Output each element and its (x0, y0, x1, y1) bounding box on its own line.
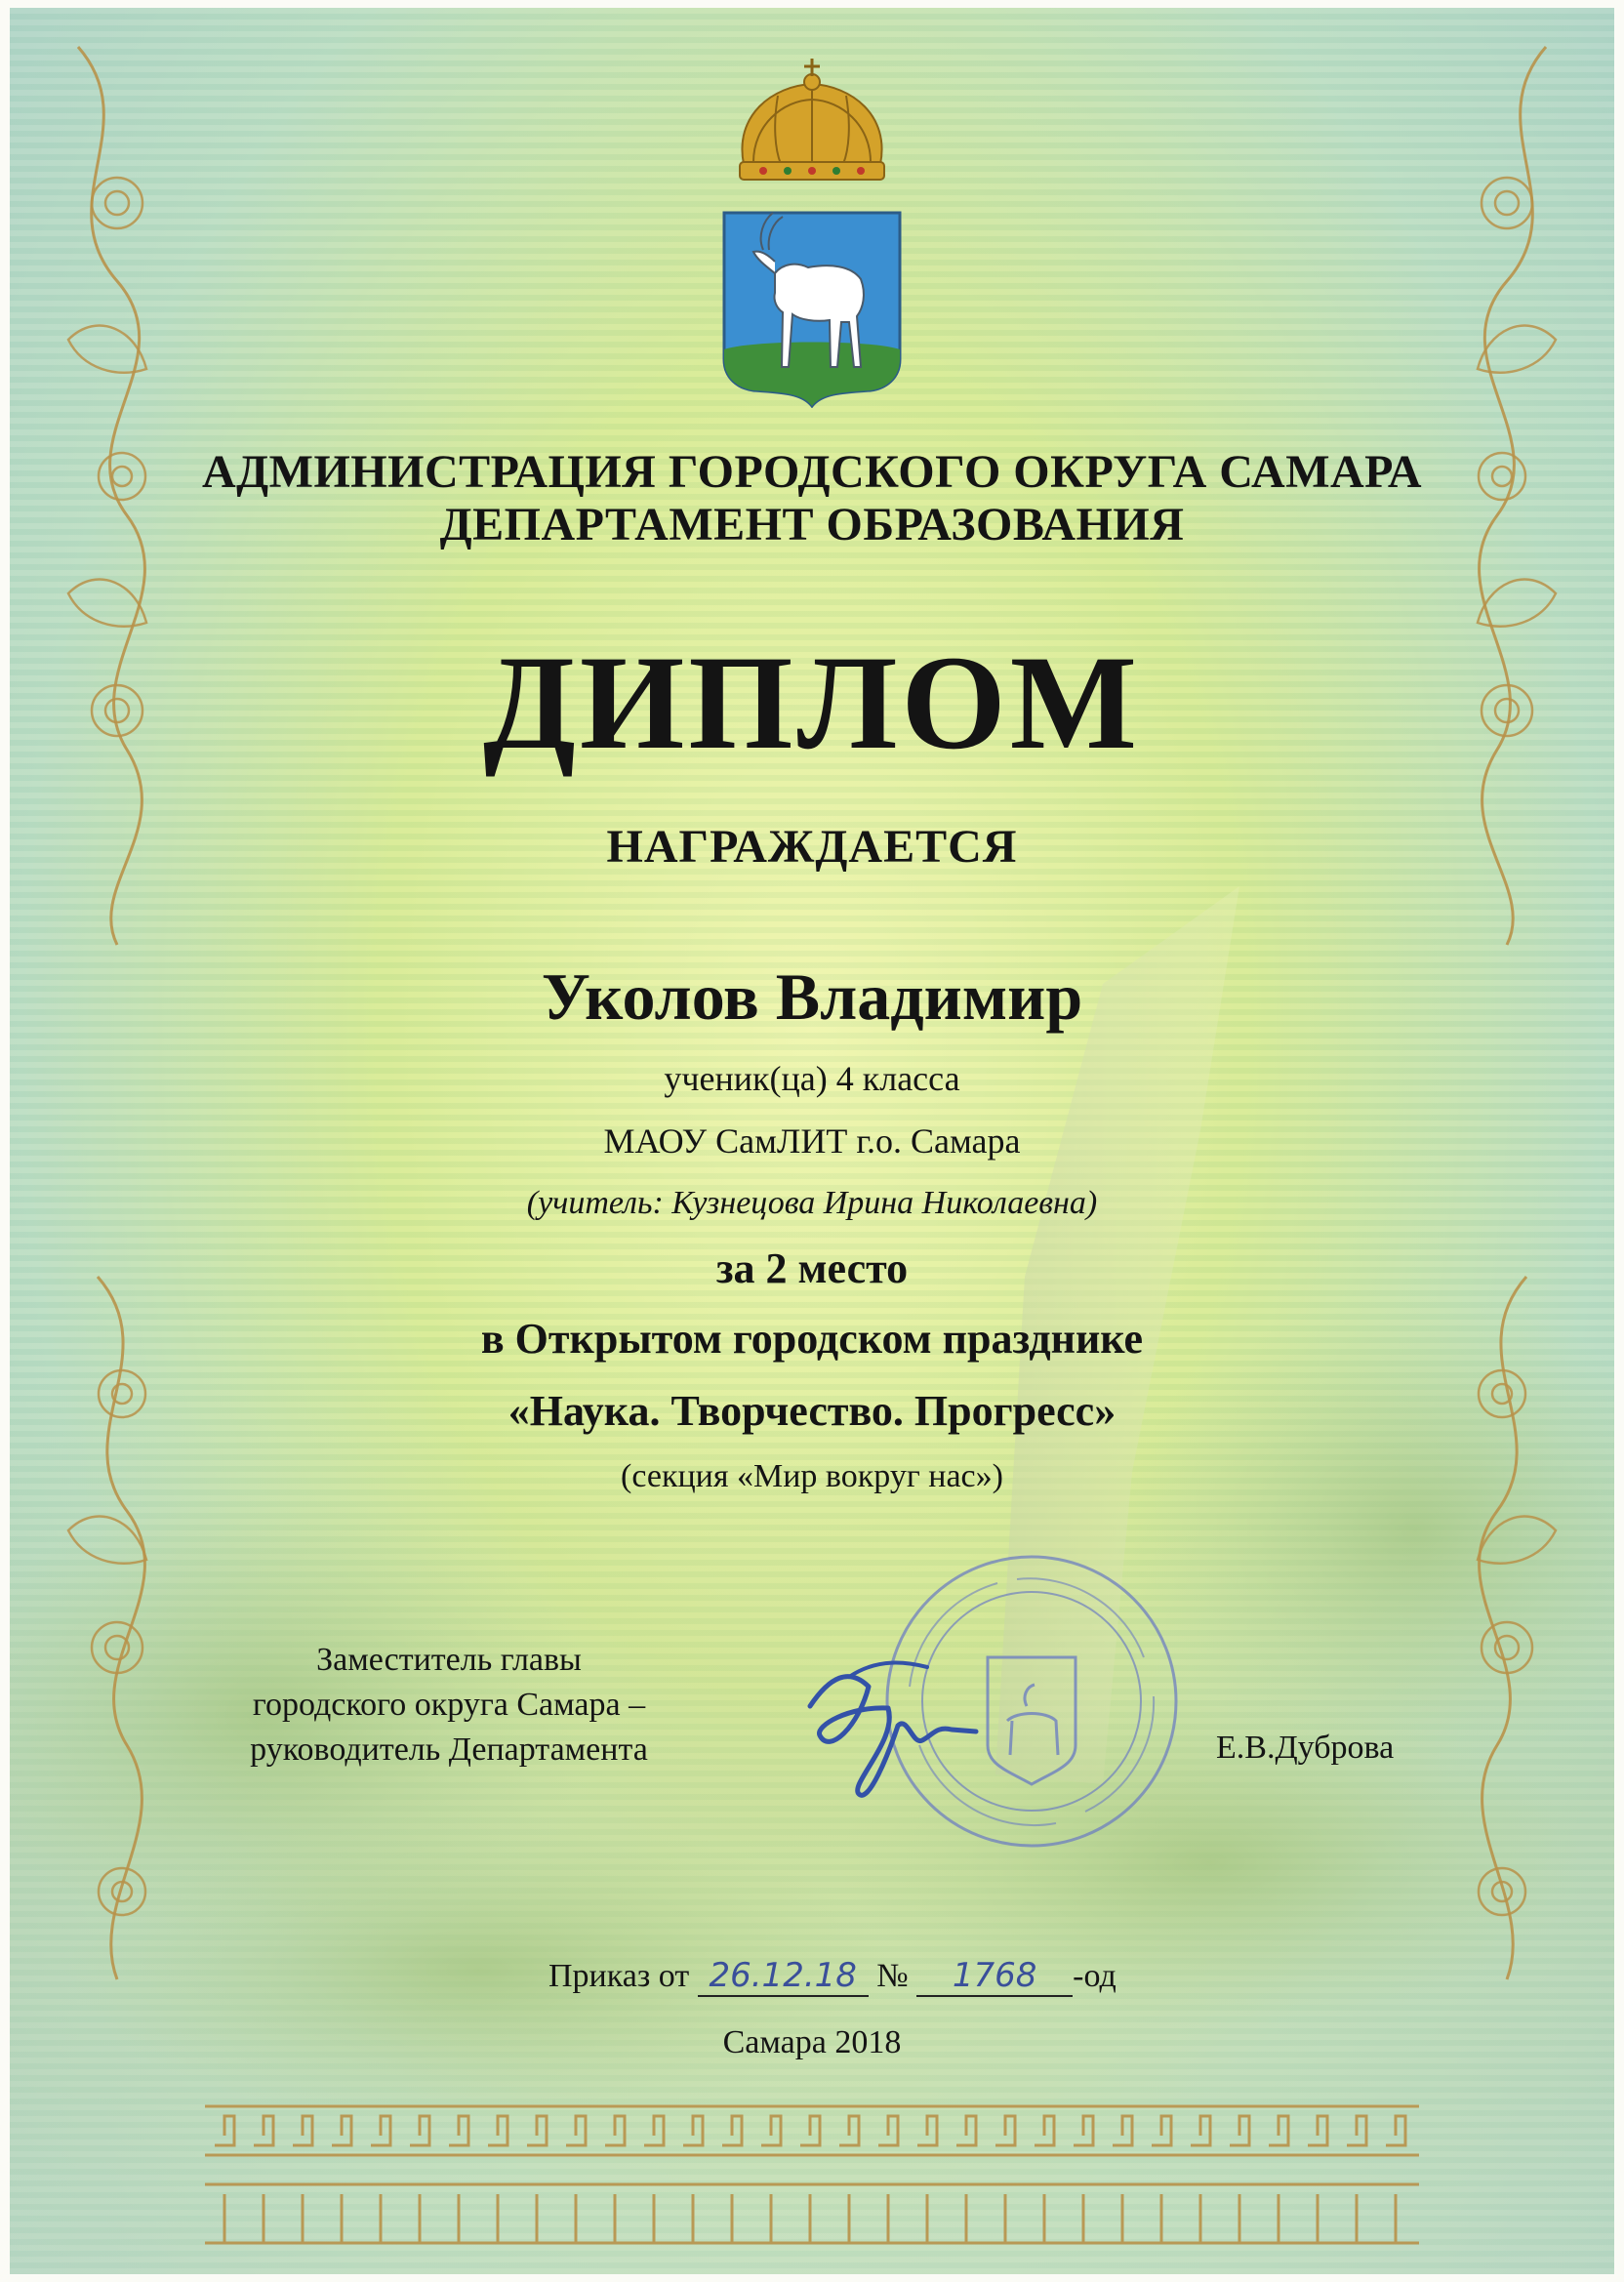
signatory-title-line-2: городского округа Самара – (252, 1687, 646, 1723)
signatory-title (205, 1638, 693, 1773)
award-place: за 2 место (715, 1244, 909, 1292)
recipient-name: Уколов Владимир (541, 959, 1083, 1034)
place-year: Самара 2018 (722, 2024, 902, 2060)
order-number: 1768 (916, 1956, 1073, 1997)
order-line (548, 1956, 1116, 1997)
award-section: (секция «Мир вокруг нас») (621, 1458, 1003, 1494)
recipient-grade: ученик(ца) 4 класса (664, 1059, 960, 1098)
samara-coat-of-arms-icon (714, 57, 910, 408)
crown-icon (740, 59, 884, 180)
signatory-name: Е.В.Дуброва (1216, 1730, 1395, 1766)
handwritten-signature (791, 1648, 986, 1813)
diploma-title: ДИПЛОМ (482, 628, 1142, 777)
order-suffix: -од (1073, 1958, 1116, 1994)
header-line-1: АДМИНИСТРАЦИЯ ГОРОДСКОГО ОКРУГА САМАРА (201, 446, 1423, 498)
order-date: 26.12.18 (698, 1956, 869, 1997)
diploma-page (10, 8, 1614, 2274)
signatory-title-line-3: руководитель Департамента (250, 1732, 648, 1768)
awarded-label: НАГРАЖДАЕТСЯ (606, 821, 1018, 873)
award-event-name: «Наука. Творчество. Прогресс» (508, 1387, 1116, 1435)
award-event-line: в Открытом городском празднике (480, 1315, 1144, 1363)
order-number-prefix: № (876, 1958, 909, 1994)
header-line-2: ДЕПАРТАМЕНТ ОБРАЗОВАНИЯ (439, 499, 1185, 550)
order-prefix: Приказ от (548, 1958, 690, 1994)
signatory-title-line-1: Заместитель главы (316, 1642, 582, 1678)
recipient-teacher: (учитель: Кузнецова Ирина Николаевна) (526, 1185, 1098, 1221)
recipient-school: МАОУ СамЛИТ г.о. Самара (603, 1121, 1021, 1161)
